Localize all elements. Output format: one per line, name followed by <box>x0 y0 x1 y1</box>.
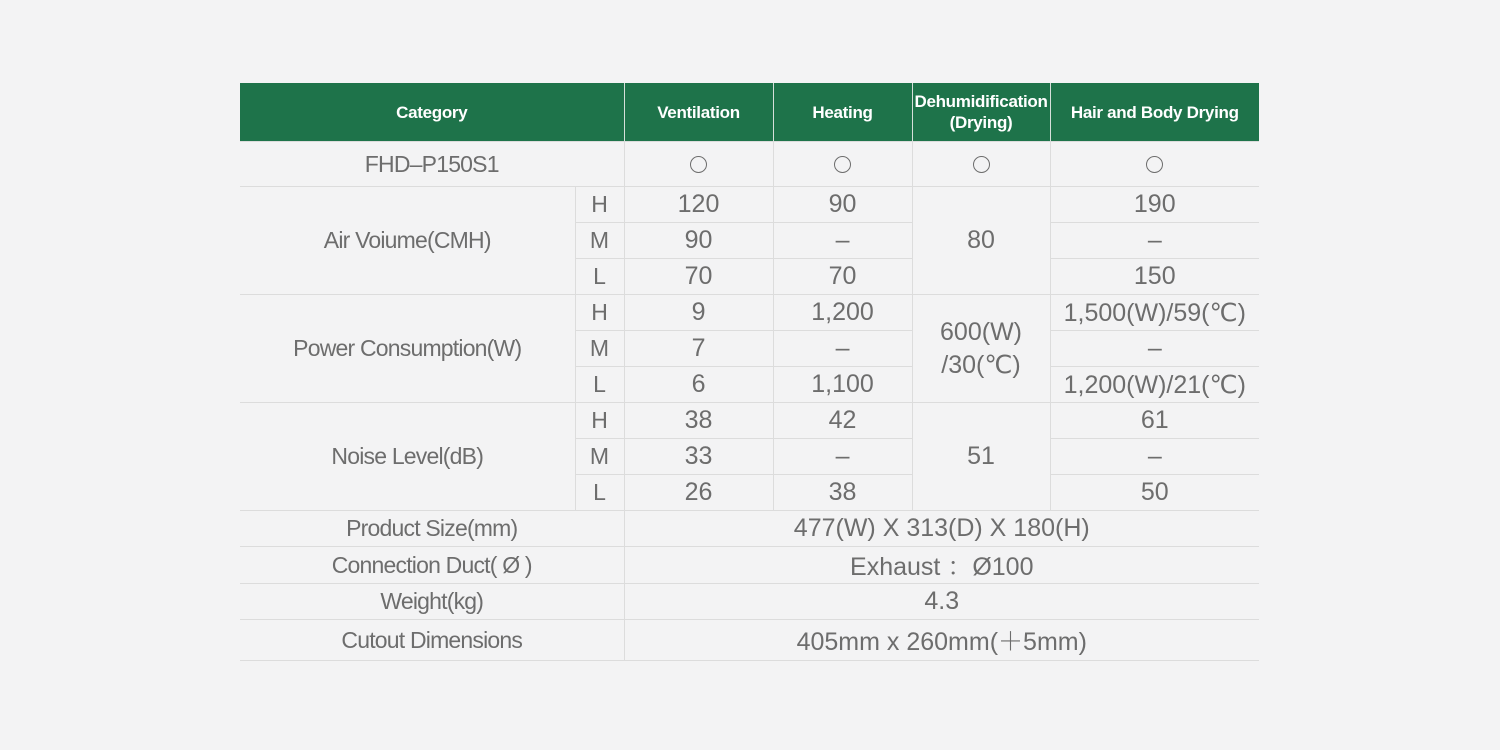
header-dehumidification-line1: Dehumidification <box>914 92 1048 111</box>
connection-duct-label: Connection Duct( Ø ) <box>240 547 624 584</box>
circle-mark-icon <box>834 156 851 173</box>
connection-duct-row <box>240 547 1259 584</box>
noise-heating: 38 <box>773 475 912 511</box>
model-row <box>240 142 1259 187</box>
air-volume-ventilation: 90 <box>624 223 773 259</box>
air-volume-ventilation: 70 <box>624 259 773 295</box>
power-dehumidification-line2: /30(℃) <box>941 350 1021 379</box>
air-volume-hair-body: – <box>1050 223 1259 259</box>
air-volume-ventilation: 120 <box>624 187 773 223</box>
header-dehumidification <box>912 83 1050 142</box>
level-label: H <box>575 295 624 331</box>
air-volume-heating: 90 <box>773 187 912 223</box>
noise-row-h <box>240 403 1259 439</box>
model-heating-cell <box>773 142 912 187</box>
circle-mark-icon <box>973 156 990 173</box>
air-volume-hair-body: 150 <box>1050 259 1259 295</box>
level-label: H <box>575 187 624 223</box>
noise-hair-body: 50 <box>1050 475 1259 511</box>
level-label: L <box>575 475 624 511</box>
level-label: M <box>575 331 624 367</box>
model-ventilation-cell <box>624 142 773 187</box>
model-name: FHD–P150S1 <box>240 142 624 187</box>
circle-mark-icon <box>690 156 707 173</box>
cutout-value: 405mm x 260mm(＋5mm) <box>624 620 1259 661</box>
power-heating: 1,200 <box>773 295 912 331</box>
air-volume-dehumidification: 80 <box>912 187 1050 295</box>
power-label: Power Consumption(W) <box>240 295 575 403</box>
weight-row <box>240 584 1259 620</box>
connection-duct-value: Exhaust ：Ø100 <box>624 547 1259 584</box>
product-size-row <box>240 511 1259 547</box>
level-label: L <box>575 259 624 295</box>
power-heating: 1,100 <box>773 367 912 403</box>
noise-label: Noise Level(dB) <box>240 403 575 511</box>
noise-ventilation: 26 <box>624 475 773 511</box>
header-heating: Heating <box>773 83 912 142</box>
noise-heating: 42 <box>773 403 912 439</box>
header-ventilation: Ventilation <box>624 83 773 142</box>
circle-mark-icon <box>1146 156 1163 173</box>
spec-table <box>240 83 1259 661</box>
model-dehumidification-cell <box>912 142 1050 187</box>
header-category: Category <box>240 83 624 142</box>
noise-hair-body: – <box>1050 439 1259 475</box>
power-row-h <box>240 295 1259 331</box>
level-label: L <box>575 367 624 403</box>
header-dehumidification-line2: (Drying) <box>949 113 1013 132</box>
power-dehumidification-line1: 600(W) <box>940 317 1022 346</box>
power-ventilation: 6 <box>624 367 773 403</box>
power-hair-body: 1,500(W)/59(℃) <box>1050 295 1259 331</box>
weight-label: Weight(kg) <box>240 584 624 620</box>
cutout-row <box>240 620 1259 661</box>
air-volume-row-h <box>240 187 1259 223</box>
level-label: M <box>575 439 624 475</box>
weight-value: 4.3 <box>624 584 1259 620</box>
level-label: H <box>575 403 624 439</box>
noise-ventilation: 33 <box>624 439 773 475</box>
power-ventilation: 7 <box>624 331 773 367</box>
noise-dehumidification: 51 <box>912 403 1050 511</box>
power-dehumidification <box>912 295 1050 403</box>
product-size-value: 477(W) X 313(D) X 180(H) <box>624 511 1259 547</box>
air-volume-label: Air Voiume(CMH) <box>240 187 575 295</box>
power-heating: – <box>773 331 912 367</box>
air-volume-heating: 70 <box>773 259 912 295</box>
noise-ventilation: 38 <box>624 403 773 439</box>
header-row <box>240 83 1259 142</box>
air-volume-heating: – <box>773 223 912 259</box>
cutout-label: Cutout Dimensions <box>240 620 624 661</box>
noise-hair-body: 61 <box>1050 403 1259 439</box>
level-label: M <box>575 223 624 259</box>
model-hair-body-cell <box>1050 142 1259 187</box>
power-ventilation: 9 <box>624 295 773 331</box>
header-hair-body-drying: Hair and Body Drying <box>1050 83 1259 142</box>
noise-heating: – <box>773 439 912 475</box>
power-hair-body: – <box>1050 331 1259 367</box>
product-size-label: Product Size(mm) <box>240 511 624 547</box>
power-hair-body: 1,200(W)/21(℃) <box>1050 367 1259 403</box>
air-volume-hair-body: 190 <box>1050 187 1259 223</box>
